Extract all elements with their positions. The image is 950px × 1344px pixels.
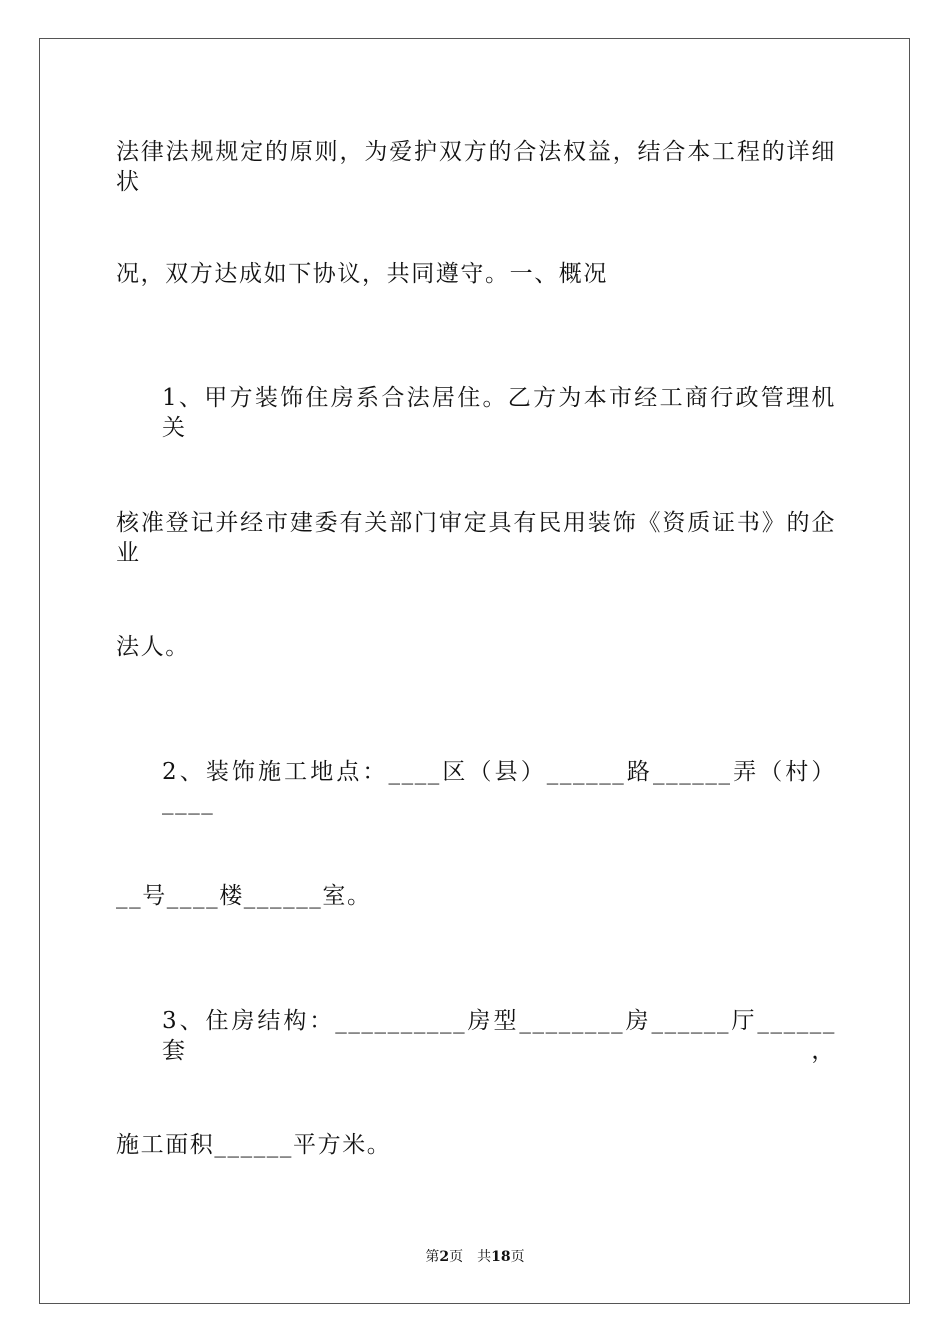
text-line-8: 3、住房结构：__________房型________房______厅______套， — [162, 1008, 836, 1064]
footer-total-pages: 18 — [491, 1249, 511, 1265]
footer-page-number: 2 — [439, 1249, 450, 1265]
page-frame — [39, 38, 910, 1304]
text-line-3: 1、甲方装饰住房系合法居住。乙方为本市经工商行政管理机关 — [162, 385, 836, 441]
footer-total-suffix: 页 — [510, 1249, 525, 1265]
footer-total-prefix: 共 — [477, 1249, 492, 1265]
text-line-6: 2、装饰施工地点：____区（县）______路______弄（村）____ — [162, 759, 836, 815]
text-line-5: 法人。 — [116, 634, 190, 660]
text-line-9: 施工面积______平方米。 — [116, 1132, 392, 1158]
text-line-7: __号____楼______室。 — [116, 883, 372, 909]
text-line-2: 况，双方达成如下协议，共同遵守。一、概况 — [116, 261, 608, 287]
footer-page-prefix: 第 — [425, 1249, 440, 1265]
text-line-4: 核准登记并经市建委有关部门审定具有民用装饰《资质证书》的企业 — [116, 510, 836, 566]
text-line-1: 法律法规规定的原则，为爱护双方的合法权益，结合本工程的详细状 — [116, 139, 836, 195]
footer-page-suffix: 页 — [449, 1249, 464, 1265]
page-footer — [0, 1247, 950, 1267]
